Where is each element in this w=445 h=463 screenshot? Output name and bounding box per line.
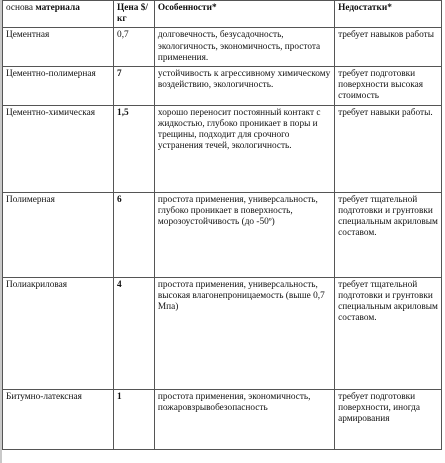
row-price: 1 [114,389,155,449]
materials-table [2,0,442,450]
row-name: Цементно-полимерная [3,67,114,106]
row-drawbacks: требует навыки работы. [335,105,442,192]
row-name: Цементная [3,28,114,67]
row-features: простота применения, универсальность, глубоко проникает в поверхность, морозоустойчивость (до -50º) [154,192,334,277]
row-drawbacks: требует подготовки поверхности, иногда армирования [335,389,442,449]
row-price: 0,7 [114,28,155,67]
header-features: Особенности* [154,1,334,28]
table-row [3,192,442,277]
header-base-prefix: основа [6,3,36,13]
row-features: простота применения, универсальность, высокая влагонепроницаемость (выше 0,7 Мпа) [154,277,334,389]
table-row [3,277,442,389]
row-features: простота применения, экономичность, пожаровзрывобезопасность [154,389,334,449]
row-features: хорошо переносит постоянный контакт с жидкостью, глубоко проникает в поры и трещины, подходит для срочного устранения течей, экологичность. [154,105,334,192]
row-drawbacks: требует навыков работы [335,28,442,67]
row-name: Полиакриловая [3,277,114,389]
header-base-material [3,1,114,28]
header-price: Цена $/кг [114,1,155,28]
table-header-row [3,1,442,28]
row-drawbacks: требует тщательной подготовки и грунтовки специальным акриловым составом. [335,192,442,277]
row-price: 1,5 [114,105,155,192]
header-drawbacks: Недостатки* [335,1,442,28]
row-price: 4 [114,277,155,389]
table-row [3,28,442,67]
row-drawbacks: требует подготовки поверхности высокая стоимость [335,67,442,106]
table-row [3,105,442,192]
row-name: Полимерная [3,192,114,277]
row-features: устойчивость к агрессивному химическому воздействию, экологичность. [154,67,334,106]
row-drawbacks: требует тщательной подготовки и грунтовки специальным акриловым составом. [335,277,442,389]
row-name: Цементно-химическая [3,105,114,192]
row-name: Битумно-латексная [3,389,114,449]
row-price: 6 [114,192,155,277]
row-price: 7 [114,67,155,106]
row-features: долговечность, безусадочность, экологичность, экономичность, простота применения. [154,28,334,67]
table-row [3,67,442,106]
header-base-bold: материала [35,3,80,13]
table-row [3,389,442,449]
